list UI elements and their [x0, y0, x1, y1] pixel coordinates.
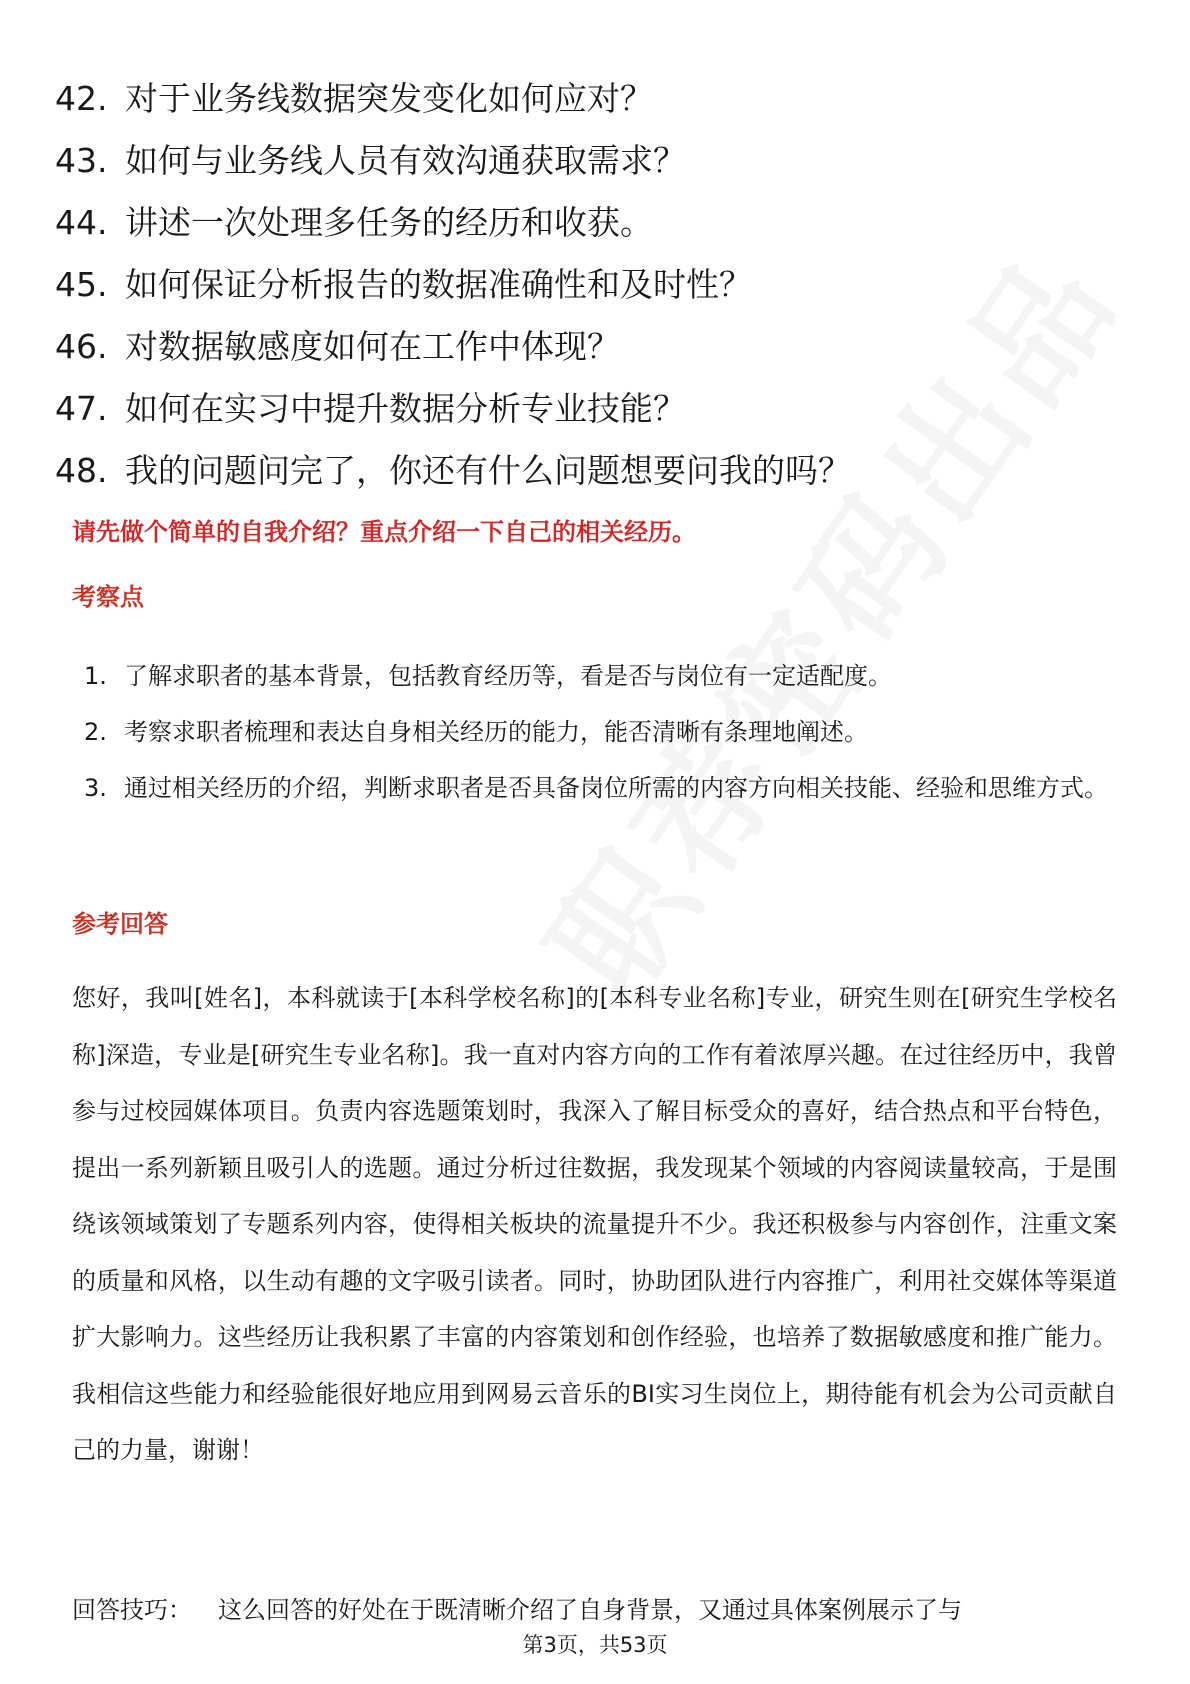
question-number: 46.: [55, 327, 108, 366]
exam-point: [84, 760, 1124, 816]
question-text: 如何与业务线人员有效沟通获取需求？: [125, 141, 686, 180]
question-text: 我的问题问完了，你还有什么问题想要问我的吗？: [125, 451, 851, 490]
exam-points-heading: 考察点: [72, 583, 144, 611]
question-item: [55, 68, 1135, 130]
question-text: 对数据敏感度如何在工作中体现？: [125, 327, 620, 366]
question-number: 43.: [55, 141, 108, 180]
section-title: 请先做个简单的自我介绍？重点介绍一下自己的相关经历。: [72, 518, 696, 546]
question-text: 如何保证分析报告的数据准确性和及时性？: [125, 265, 752, 304]
question-list: [55, 68, 1135, 502]
question-item: [55, 378, 1135, 440]
question-number: 44.: [55, 203, 108, 242]
question-item: [55, 316, 1135, 378]
reference-answer-heading: 参考回答: [72, 910, 168, 938]
page-number: 第3页，共53页: [522, 1633, 668, 1657]
exam-point-number: 2.: [84, 718, 107, 746]
question-number: 42.: [55, 79, 108, 118]
exam-point: [84, 648, 1124, 704]
answer-tip: [72, 1590, 1117, 1630]
reference-answer-text: 您好，我叫[姓名]，本科就读于[本科学校名称]的[本科专业名称]专业，研究生则在[研究生学校名称]深造，专业是[研究生专业名称]。我一直对内容方向的工作有着浓厚兴趣。在过往经历中，我曾参与过校园媒体项目。负责内容选题策划时，我深入了解目标受众的喜好，结合热点和平台特色，提出一系列新颖且吸引人的选题。通过分析过往数据，我发现某个领域的内容阅读量较高，于是围绕该领域策划了专题系列内容，使得相关板块的流量提升不少。我还积极参与内容创作，注重文案的质量和风格，以生动有趣的文字吸引读者。同时，协助团队进行内容推广，利用社交媒体等渠道扩大影响力。这些经历让我积累了丰富的内容策划和创作经验，也培养了数据敏感度和推广能力。我相信这些能力和经验能很好地应用到网易云音乐的BI实习生岗位上，期待能有机会为公司贡献自己的力量，谢谢！: [72, 984, 1117, 1464]
question-text: 如何在实习中提升数据分析专业技能？: [125, 389, 686, 428]
exam-point-text: 了解求职者的基本背景，包括教育经历等，看是否与岗位有一定适配度。: [124, 662, 892, 690]
answer-tip-label: 回答技巧：: [72, 1596, 192, 1624]
question-text: 讲述一次处理多任务的经历和收获。: [125, 203, 653, 242]
exam-point-number: 3.: [84, 774, 107, 802]
question-item: [55, 254, 1135, 316]
exam-point-text: 通过相关经历的介绍，判断求职者是否具备岗位所需的内容方向相关技能、经验和思维方式。: [124, 774, 1108, 802]
exam-points-list: [84, 648, 1124, 816]
question-number: 45.: [55, 265, 108, 304]
exam-point: [84, 704, 1124, 760]
question-number: 47.: [55, 389, 108, 428]
question-item: [55, 130, 1135, 192]
question-number: 48.: [55, 451, 108, 490]
answer-tip-text: 这么回答的好处在于既清晰介绍了自身背景，又通过具体案例展示了与: [218, 1596, 962, 1624]
exam-point-number: 1.: [84, 662, 107, 690]
question-item: [55, 192, 1135, 254]
exam-point-text: 考察求职者梳理和表达自身相关经历的能力，能否清晰有条理地阐述。: [124, 718, 868, 746]
question-text: 对于业务线数据突发变化如何应对？: [125, 79, 653, 118]
question-item: [55, 440, 1135, 502]
